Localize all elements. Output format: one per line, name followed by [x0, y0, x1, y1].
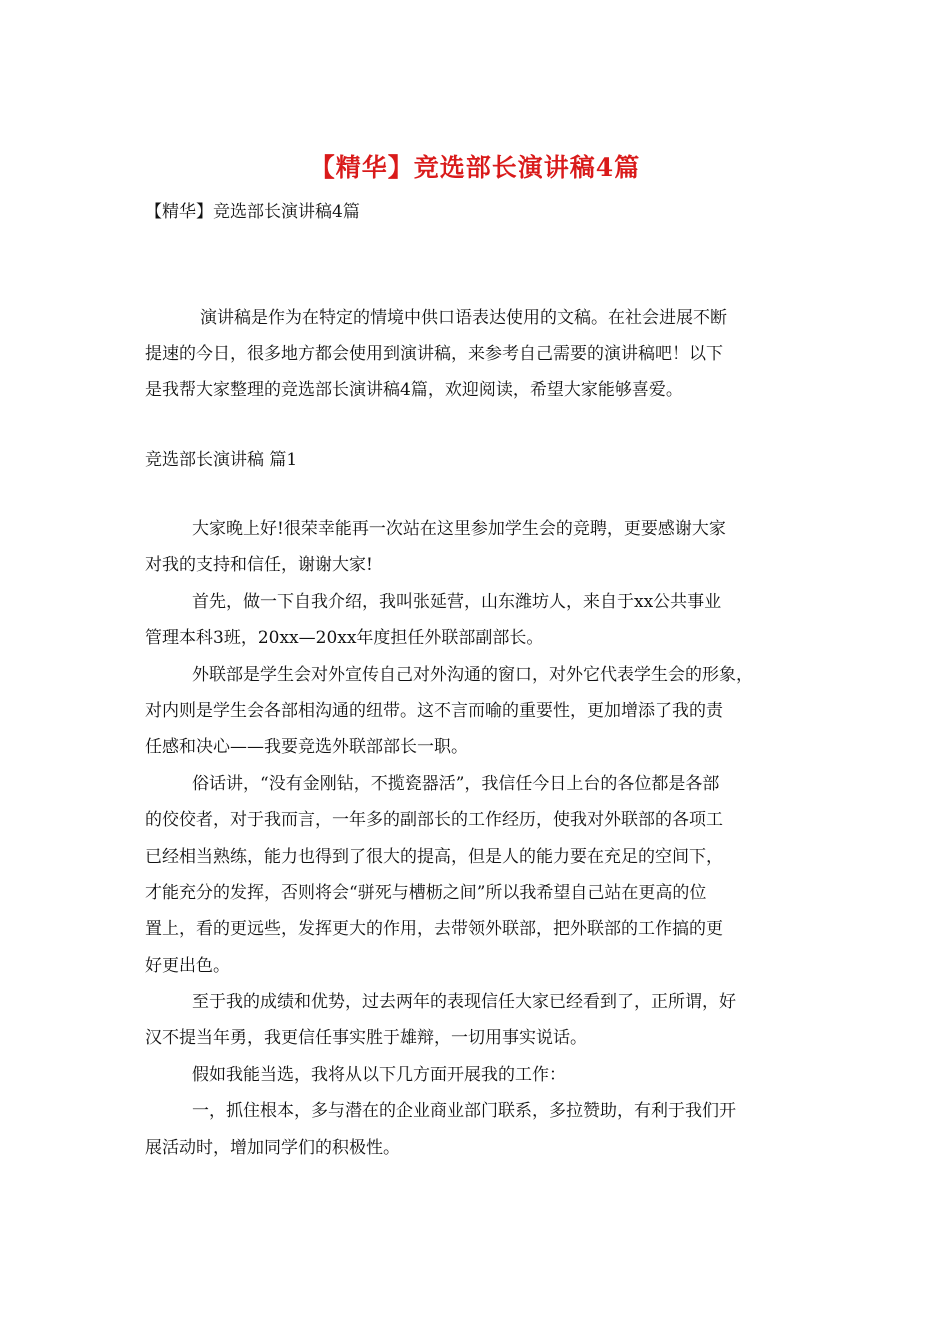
- document-subtitle: 【精华】竞选部长演讲稿4篇: [145, 202, 360, 222]
- speech-line: 至于我的成绩和优势，过去两年的表现信任大家已经看到了，正所谓，好: [192, 992, 736, 1013]
- speech-line: 假如我能当选，我将从以下几方面开展我的工作：: [192, 1064, 566, 1085]
- speech-line: 对内则是学生会各部相沟通的纽带。这不言而喻的重要性，更加增添了我的责: [145, 700, 723, 721]
- document-title: 【精华】竞选部长演讲稿4篇: [309, 153, 641, 182]
- speech-line: 展活动时，增加同学们的积极性。: [145, 1137, 400, 1158]
- intro-line: 提速的今日，很多地方都会使用到演讲稿，来参考自己需要的演讲稿吧！以下: [145, 344, 723, 364]
- speech-line: 对我的支持和信任，谢谢大家!: [145, 555, 373, 576]
- speech-line: 已经相当熟练，能力也得到了很大的提高，但是人的能力要在充足的空间下，: [145, 846, 723, 867]
- speech-line: 俗话讲，“没有金刚钻，不揽瓷器活”，我信任今日上台的各位都是各部: [192, 773, 720, 794]
- speech-line: 汉不提当年勇，我更信任事实胜于雄辩，一切用事实说话。: [145, 1028, 587, 1049]
- section-heading: 竞选部长演讲稿 篇1: [145, 450, 298, 470]
- speech-body: [145, 511, 825, 1166]
- speech-line: 外联部是学生会对外宣传自己对外沟通的窗口，对外它代表学生会的形象，: [192, 664, 753, 685]
- speech-line: 大家晚上好!很荣幸能再一次站在这里参加学生会的竞聘，更要感谢大家: [192, 519, 726, 539]
- speech-line: 的佼佼者，对于我而言，一年多的副部长的工作经历，使我对外联部的各项工: [145, 810, 723, 831]
- speech-line: 置上，看的更远些，发挥更大的作用，去带领外联部，把外联部的工作搞的更: [145, 919, 723, 940]
- speech-line: 首先，做一下自我介绍，我叫张延营，山东潍坊人，来自于xx公共事业: [192, 591, 722, 612]
- speech-line: 一，抓住根本，多与潜在的企业商业部门联系，多拉赞助，有利于我们开: [192, 1101, 736, 1122]
- speech-line: 管理本科3班，20xx—20xx年度担任外联部副部长。: [145, 628, 544, 649]
- intro-line: 是我帮大家整理的竞选部长演讲稿4篇，欢迎阅读，希望大家能够喜爱。: [145, 380, 683, 400]
- intro-line: 演讲稿是作为在特定的情境中供口语表达使用的文稿。在社会进展不断: [200, 308, 727, 328]
- speech-line: 才能充分的发挥，否则将会“骈死与槽枥之间”所以我希望自己站在更高的位: [145, 882, 707, 903]
- speech-line: 好更出色。: [145, 955, 230, 976]
- speech-line: 任感和决心——我要竞选外联部部长一职。: [145, 737, 468, 758]
- intro-paragraph: [145, 300, 825, 408]
